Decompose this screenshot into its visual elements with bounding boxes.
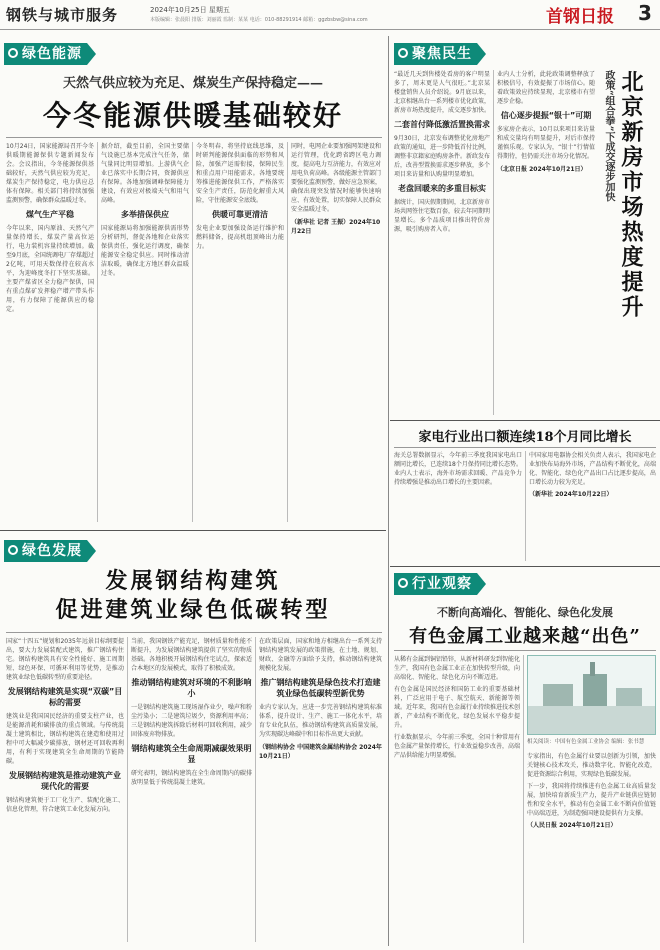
section-tag-green-development: 绿色发展 xyxy=(4,540,87,562)
steel-col-1: 国家“十四五”规划和2035年远景目标纲要提出，要大力发展装配式建筑，推广钢结构住宅。钢结构建筑具有安全性能好、施工周期短、绿色环保、可循环利用等优势，是推动建筑业绿色低碳转型的重要途径。 发展钢结构建筑是实现“双碳”目标的需要 建筑业是我国国民经济的重要支柱产业，也是能源消耗和碳排放的重点领域。与传统混凝土建筑相比，钢结构建筑在建造和使用过程中可大幅减少碳排放，钢材还可回收再利用，有利于实现建筑全生命周期的节能降碳。 发展钢结构建筑是推动建筑产业现代化的需要 钢结构建筑便于工厂化生产、装配化施工、信息化管理，符合建筑工业化发展方向。 xyxy=(6,638,124,813)
nonferrous-photo xyxy=(527,655,656,735)
page-number: 3 xyxy=(638,1,652,25)
section-title: 钢铁与城市服务 xyxy=(6,6,119,24)
steel-subhead-3: 推动钢结构建筑对环境的不利影响小 xyxy=(131,678,252,698)
housing-subhead-3: 信心逐步提振“银十”可期 xyxy=(500,111,592,120)
nonferrous-headline: 有色金属工业越来越“出色” xyxy=(409,626,641,647)
tag-circle-icon xyxy=(398,48,408,58)
nonferrous-col-1: 从稀有金属到铜铝铅锌，从新材料研发到智能化生产，我国有色金属工业正在加快转型升级，向高端化、智能化、绿色化方向不断迈进。 有色金属是国民经济和国防工业的重要基础材料，广泛应用于电子、航空航天、新能源等领域。近年来，我国有色金属行业持续推进技术创新，产业结构不断优化，绿色发展水平稳步提升。 行业数据显示，今年前三季度，全国十种常用有色金属产量保持增长，行业效益稳步改善，高端产品供给能力明显增强。 xyxy=(394,656,521,759)
housing-col-2: 业内人士分析，此轮政策调整释放了积极信号，有效提振了市场信心。随着政策效应持续显现，北京楼市有望逐步企稳。 信心逐步提振“银十”可期 多家房企表示，10月以来项目来访量和成交量均有明显提升，对后市保持谨慎乐观。专家认为，“银十”行情值得期待，但仍需关注市场分化情况。 （北京日报 2024年10月21日） xyxy=(497,71,595,173)
energy-source: （新华社 记者 王振）2024年10月22日 xyxy=(291,219,381,235)
housing-source: （北京日报 2024年10月21日） xyxy=(497,166,587,173)
section-tag-green-energy: 绿色能源 xyxy=(4,43,87,65)
steel-col-3: 在政策层面，国家和地方相继出台一系列支持钢结构建筑发展的政策措施，在土地、规划、财政、金融等方面给予支持，推动钢结构建筑规模化发展。 推广钢结构建筑是绿色技术打造建筑业绿色低碳转型新优势 业内专家认为，应进一步完善钢结构建筑标准体系，提升设计、生产、施工一体化水平，培育专业化队伍，推动钢结构建筑高质量发展，为实现碳达峰碳中和目标作出更大贡献。 （钢结构协会 中国建筑金属结构协会 2024年10月21日） xyxy=(259,638,382,760)
energy-subhead-1: 煤气生产平稳 xyxy=(26,210,74,219)
issue-date: 2024年10月25日 星期五 xyxy=(150,6,230,14)
housing-subhead-2: 老盘回暖来的多重目标实 xyxy=(398,184,486,193)
section-tag-industry-watch: 行业观察 xyxy=(394,573,477,595)
newspaper-logo: 首钢日报 xyxy=(546,7,614,27)
energy-col-2: 据介绍，截至目前，全国主要储气设施已基本完成注气任务，储气量同比明显增加。上游供气企业已落实中长期合同，资源供应有保障。各地加强调峰保障能力建设，有效应对极端天气和用气高峰。 多举措保供应 国家能源局将加强能源供需形势分析研判，督促各地和企业落实保供责任，强化运行调度，确保能源安全稳定供应。同时推动清洁取暖，确保北方地区群众温暖过冬。 xyxy=(101,143,189,277)
steel-subhead-2: 发展钢结构建筑是推动建筑产业现代化的需要 xyxy=(9,771,121,791)
steel-source: （钢结构协会 中国建筑金属结构协会 2024年10月21日） xyxy=(259,744,382,760)
energy-subhead-2: 多举措保供应 xyxy=(121,210,169,219)
nonferrous-editor-note: 相关阅读：中国有色金属工业协会 编辑：张书慧 xyxy=(527,739,645,745)
housing-col-1: “最近几天到售楼处看房的客户明显多了，周末更是人气很旺。”北京某楼盘销售人员介绍说。9月底以来，北京相继出台一系列楼市优化政策，新房市场热度提升，成交逐步加快。 二套首付降低激活置换需求 9月30日，北京发布调整优化房地产政策的通知，进一步降低首付比例，调整非京籍家庭购房条件。新政发布后，改善型置换需求逐步释放，多个项目来访量和认购量明显增加。 老盘回暖来的多重目标实 据统计，国庆假期期间，北京新房市场共网签住宅数百套，较去年同期明显增长。多个品质项目推出特价房源，吸引购房者入市。 xyxy=(394,71,491,233)
steel-headline-line1: 发展钢结构建筑 xyxy=(105,568,281,594)
steel-subhead-1: 发展钢结构建筑是实现“双碳”目标的需要 xyxy=(7,687,123,707)
nonferrous-source: （人民日报 2024年10月21日） xyxy=(527,822,617,829)
housing-vertical-headline: 北京新房市场热度提升 xyxy=(618,70,644,320)
energy-col-4: 同时，电网企业要加强网架建设和运行管理，优化跨省跨区电力调度，提高电力互济能力，有效应对用电负荷高峰。各级能源主管部门要强化监测预警，做好应急预案，确保出现突发情况时能够快速响应、有效处置，切实保障人民群众安全温暖过冬。 （新华社 记者 王振）2024年10月22日 xyxy=(291,143,382,235)
section-tag-livelihood: 聚焦民生 xyxy=(394,43,477,65)
energy-col-3: 今冬明春，将坚持底线思维，及时研判能源保供面临的形势和风险，加强产运需衔接，保障民生和重点用户用能需求。各地要统筹推进能源保供工作，严格落实安全生产责任，防范化解重大风险，守住能源安全底线。 供暖可靠更清洁 发电企业要加强设备运行维护和燃料储备，提高机组顶峰出力能力。 xyxy=(196,143,284,250)
appliance-col-2: 中国家用电器协会相关负责人表示，我国家电企业加快布局海外市场，产品结构不断优化，高端化、智能化、绿色化产品出口占比逐步提高，出口增长动力较为充足。 （新华社 2024年10月22日） xyxy=(529,452,656,498)
appliance-headline: 家电行业出口额连续18个月同比增长 xyxy=(418,430,632,445)
factory-image-icon xyxy=(528,656,655,734)
tag-circle-icon xyxy=(398,578,408,588)
tag-circle-icon xyxy=(8,48,18,58)
nonferrous-col-2: 专家指出，有色金属行业要以创新为引领，加快关键核心技术攻关，推动数字化、智能化改造，促进资源综合利用，实现绿色低碳发展。 下一步，我国将持续推进有色金属工业高质量发展，加快培育新质生产力，提升产业链供应链韧性和安全水平，推动有色金属工业不断向价值链中高端迈进，为制造强国建设提供有力支撑。 （人民日报 2024年10月21日） xyxy=(527,753,656,829)
energy-subhead-3: 供暖可靠更清洁 xyxy=(212,210,268,219)
energy-col-1: 10月24日，国家能源局召开今冬供暖期能源保供专题新闻发布会。会议指出，今冬能源保供基础较好，天然气供应较为充足，煤炭生产保持稳定，电力供应总体有保障。相关部门将持续加强监测预警，确保群众温暖过冬。 煤气生产平稳 今年以来，国内原油、天然气产量保持增长，煤炭产量高位运行，电力装机容量持续增加。截至9月底，全国统调电厂存煤超过2亿吨，可用天数保持在较高水平，为迎峰度冬打下坚实基础。主要产煤省区全力稳产保供，国有重点煤矿发挥稳产增产带头作用，有力保障了能源供应的稳定。 xyxy=(6,143,94,313)
energy-headline: 今冬能源供暖基础较好 xyxy=(42,99,343,132)
steel-headline-line2: 促进建筑业绿色低碳转型 xyxy=(55,597,331,623)
housing-vertical-kicker: 政策“组合拳”下成交逐步加快 xyxy=(603,70,614,202)
steel-subhead-5: 推广钢结构建筑是绿色技术打造建筑业绿色低碳转型新优势 xyxy=(260,678,381,698)
appliance-source: （新华社 2024年10月22日） xyxy=(529,491,613,498)
tag-circle-icon xyxy=(8,545,18,555)
page-header xyxy=(0,0,660,30)
editorial-meta: 本版编辑：张晨阳 排版：刘丽霞 监制：某某 电话：010-88291914 邮箱：ggzbsbw@sina.com xyxy=(150,17,368,23)
energy-kicker: 天然气供应较为充足、煤炭生产保持稳定—— xyxy=(62,76,323,91)
steel-subhead-4: 钢结构建筑全生命周期减碳效果明显 xyxy=(131,744,252,764)
housing-subhead-1: 二套首付降低激活置换需求 xyxy=(394,120,490,129)
appliance-col-1: 海关总署数据显示，今年前三季度我国家电出口额同比增长，已连续18个月保持同比增长态势。业内人士表示，海外市场需求回暖、产品竞争力持续增强是推动出口增长的主要因素。 xyxy=(394,452,522,486)
steel-col-2: 当前，我国钢铁产能充足，钢材质量和性能不断提升，为发展钢结构建筑提供了坚实的物质基础。各地积极开展钢结构住宅试点，探索适合本地区的发展模式，取得了积极成效。 推动钢结构建筑对环境的不利影响小 一是钢结构建筑施工现场湿作业少，噪声和粉尘污染小；二是建筑垃圾少，资源利用率高；三是钢结构建筑拆除后材料可回收利用，减少固体废弃物排放。 钢结构建筑全生命周期减碳效果明显 研究表明，钢结构建筑在全生命周期内的碳排放明显低于传统混凝土建筑。 xyxy=(131,638,252,786)
nonferrous-kicker: 不断向高端化、智能化、绿色化发展 xyxy=(437,606,613,619)
